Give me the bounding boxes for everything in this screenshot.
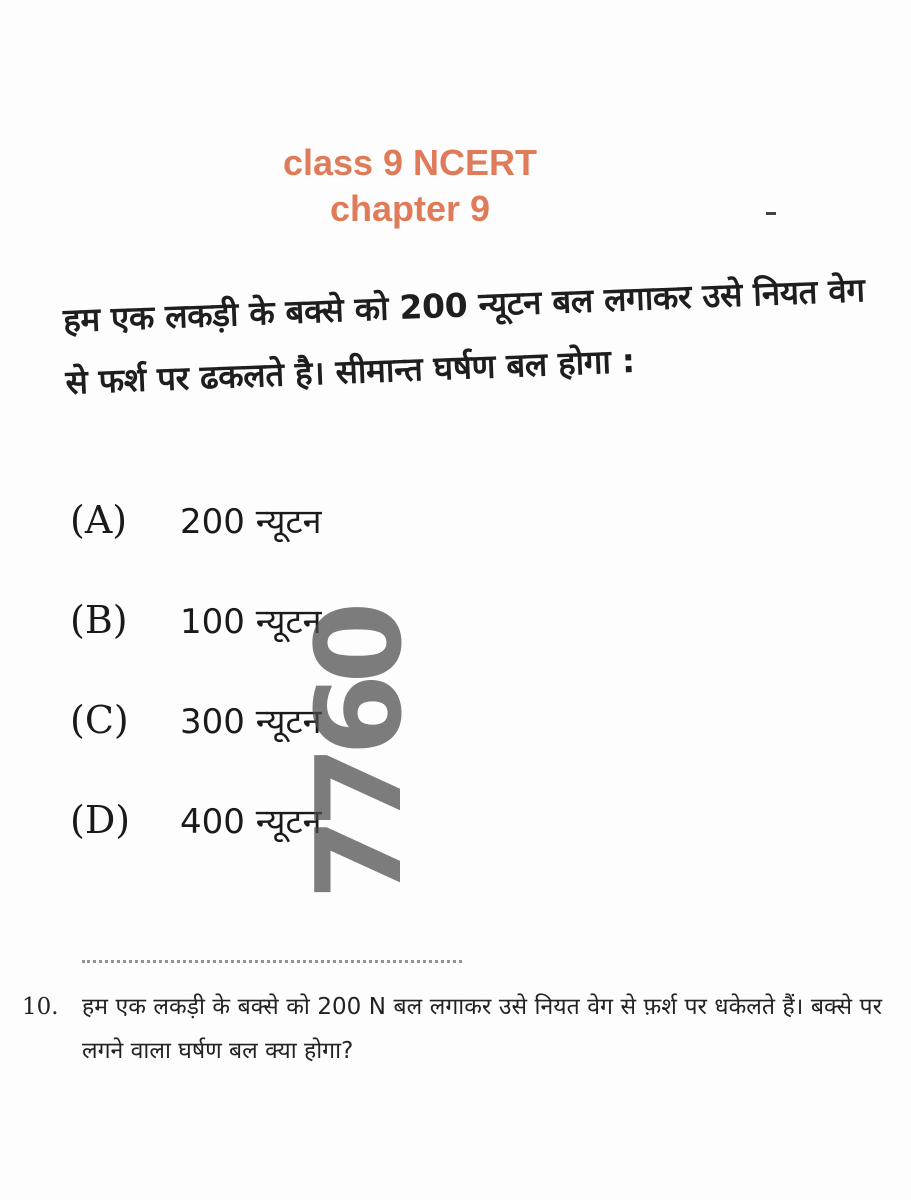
option-a — [70, 470, 490, 570]
option-value: 200 न्यूटन — [180, 502, 322, 542]
option-letter: (C) — [70, 698, 129, 742]
option-value: 300 न्यूटन — [180, 702, 322, 742]
question-text: हम एक लकड़ी के बक्से को 200 न्यूटन बल लगाकर उसे नियत वेग से फर्श पर ढकलते है। सीमान्त घर्षण बल होगा : — [62, 270, 866, 402]
dotted-divider — [82, 960, 462, 973]
question-number: 10. — [22, 994, 59, 1020]
stamp-number — [290, 600, 450, 900]
stamp-text: 7760 — [290, 611, 428, 900]
stray-mark — [766, 212, 776, 215]
option-value: 400 न्यूटन — [180, 802, 322, 842]
option-letter: (D) — [70, 798, 131, 842]
option-value: 100 न्यूटन — [180, 602, 322, 642]
option-letter: (A) — [70, 498, 128, 542]
page-header — [230, 140, 590, 232]
header-chapter-line: chapter 9 — [329, 188, 491, 229]
question-10-text: हम एक लकड़ी के बक्से को 200 N बल लगाकर उसे नियत वेग से फ़र्श पर धकेलते हैं। बक्से पर लगने वाला घर्षण बल क्या होगा? — [82, 994, 882, 1064]
option-letter: (B) — [70, 598, 128, 642]
header-class-line: class 9 NCERT — [282, 142, 538, 183]
question-10 — [22, 985, 882, 1073]
